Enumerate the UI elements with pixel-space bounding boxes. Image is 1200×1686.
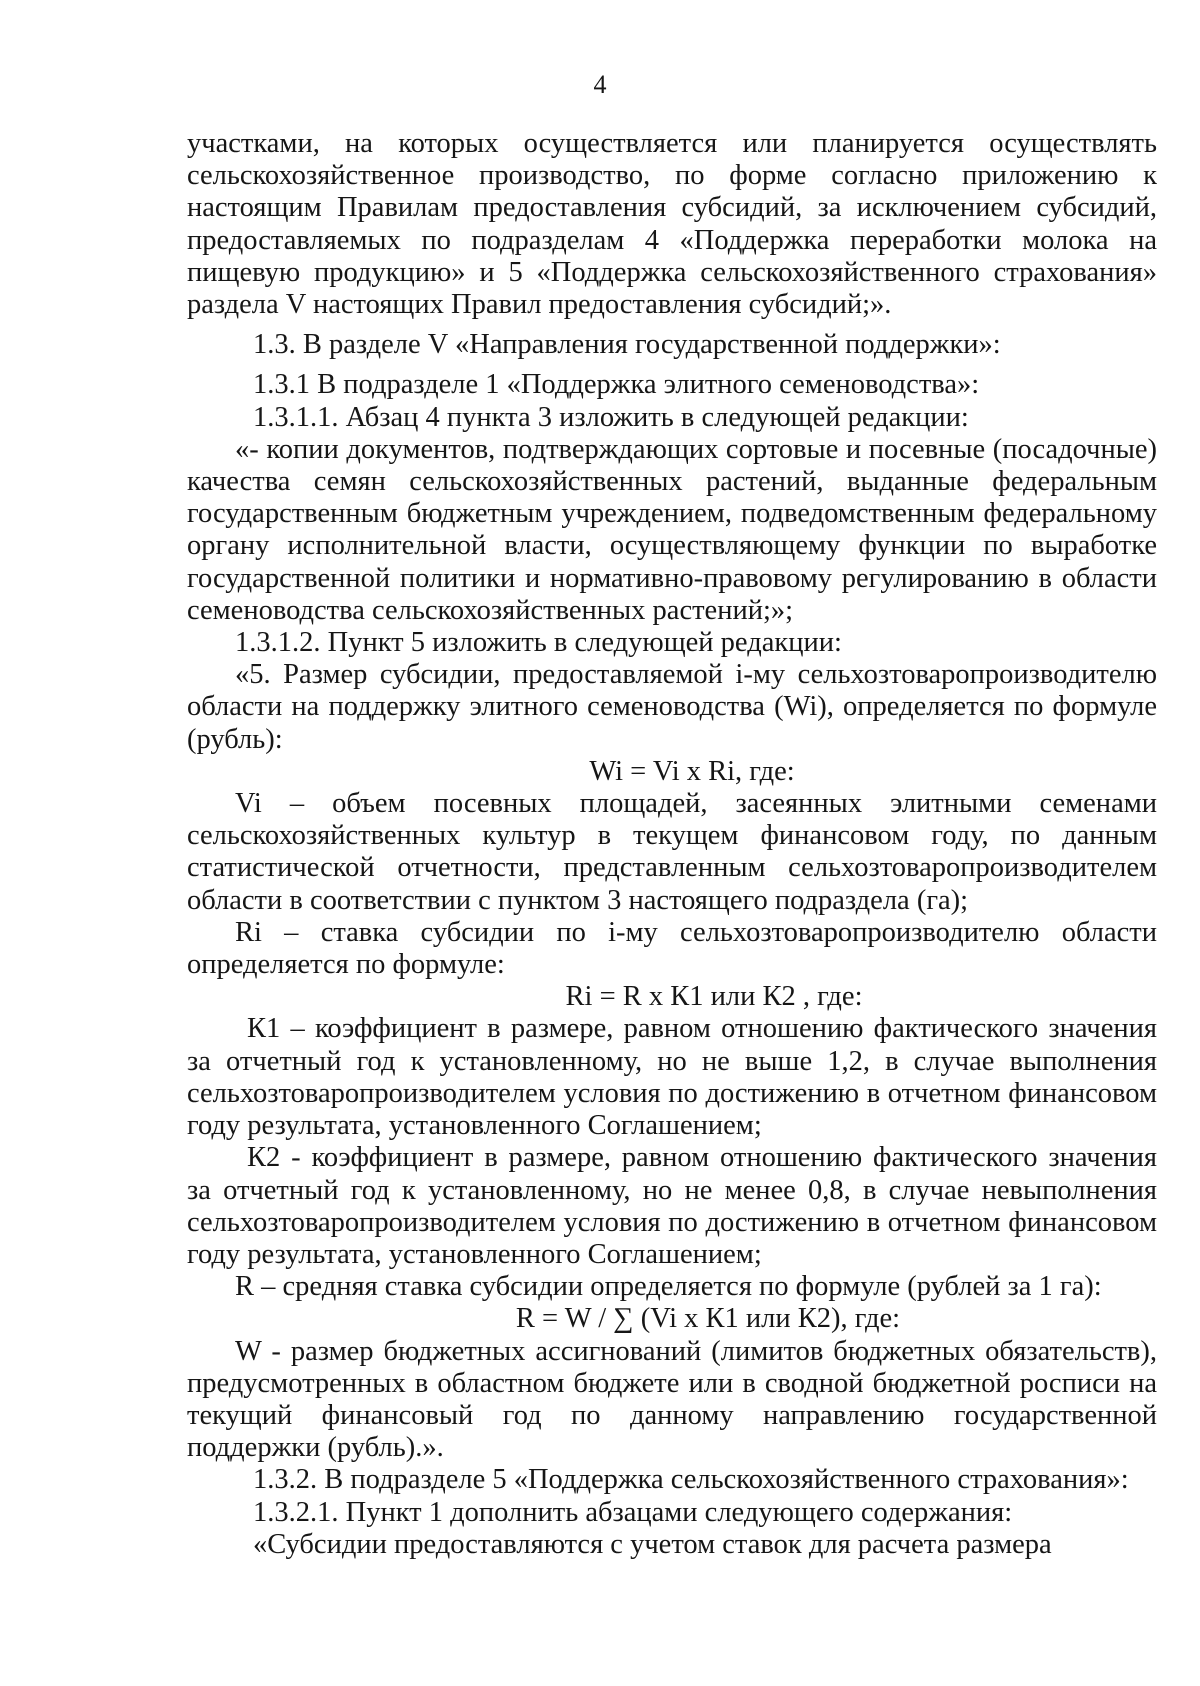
definition-term: К1 – — [247, 1013, 305, 1045]
paragraph: «Субсидии предоставляются с учетом ставок для расчета размера — [253, 1528, 1052, 1560]
paragraph: 1.3. В разделе V «Направления государственной поддержки»: — [253, 329, 1001, 361]
paragraph: 1.3.1.1. Абзац 4 пункта 3 изложить в следующей редакции: — [253, 401, 969, 433]
paragraph: 1.3.1.2. Пункт 5 изложить в следующей редакции: — [235, 627, 842, 659]
definition-text: ставка субсидии по i-му сельхозтоваропроизводителю области определяется по формуле: — [187, 916, 1157, 981]
formula-ri: Ri = R x К1 или К2 , где: — [565, 981, 863, 1013]
definition-term: Ri – — [235, 916, 299, 948]
paragraph: 1.3.1 В подразделе 1 «Поддержка элитного семеноводства»: — [253, 369, 980, 401]
paragraph: 1.3.2.1. Пункт 1 дополнить абзацами следующего содержания: — [253, 1496, 1013, 1528]
definition-w — [187, 1336, 1157, 1465]
paragraph: «5. Размер субсидии, предоставляемой i-му сельхозтоваропроизводителю области на поддержку элитного семеноводства (Wi), определяется по формуле (рубль): — [187, 659, 1157, 755]
definition-r — [187, 1271, 1157, 1303]
paragraph: «- копии документов, подтверждающих сортовые и посевные (посадочные) качества семян сельскохозяйственных растений, выданные федеральным государственным бюджетным учреждением, подведомственным федеральному органу исполнительной власти, осуществляющему функции по выработке государственной политики и нормативно-правовому регулированию в области семеноводства сельскохозяйственных растений;»; — [187, 433, 1157, 626]
definition-text: коэффициент в размере, равном отношению фактического значения за отчетный год к установленному, но не выше 1,2, в случае выполнения сельхозтоваропроизводителем условия по достижению в отчетном финансовом году результата, установленного Соглашением; — [187, 1013, 1157, 1142]
definition-term: Vi – — [235, 788, 305, 820]
definition-text: размер бюджетных ассигнований (лимитов бюджетных обязательств), предусмотренных в областном бюджете или в сводной бюджетной росписи на текущий финансовый год по данному направлению государственной поддержки (рубль).». — [187, 1335, 1157, 1464]
formula-r: R = W / ∑ (Vi x К1 или К2), где: — [515, 1303, 901, 1335]
paragraph: участками, на которых осуществляется или планируется осуществлять сельскохозяйственное производство, по форме согласно приложению к настоящим Правилам предоставления субсидий, за исключением субсидий, предоставляемых по подразделам 4 «Поддержка переработки молока на пищевую продукцию» и 5 «Поддержка сельскохозяйственного страхования» раздела V настоящих Правил предоставления субсидий;». — [187, 128, 1157, 321]
definition-k2 — [187, 1142, 1157, 1271]
definition-term: R – — [235, 1271, 276, 1303]
formula-wi: Wi = Vi x Ri, где: — [589, 755, 795, 787]
paragraph: 1.3.2. В подразделе 5 «Поддержка сельскохозяйственного страхования»: — [253, 1464, 1129, 1496]
definition-k1 — [187, 1013, 1157, 1142]
definition-vi — [187, 788, 1157, 917]
definition-ri — [187, 917, 1157, 981]
definition-text: объем посевных площадей, засеянных элитными семенами сельскохозяйственных культур в текущем финансовом году, по данным статистической отчетности, представленным сельхозтоваропроизводителем области в соответствии с пунктом 3 настоящего подраздела (га); — [187, 788, 1157, 916]
definition-text: средняя ставка субсидии определяется по формуле (рублей за 1 га): — [282, 1271, 1102, 1303]
definition-term: К2 - — [247, 1142, 301, 1174]
definition-term: W - — [235, 1335, 281, 1367]
page-number: 4 — [593, 70, 607, 99]
definition-text: коэффициент в размере, равном отношению фактического значения за отчетный год к установленному, но не менее 0,8, в случае невыполнения сельхозтоваропроизводителем условия по достижению в отчетном финансовом году результата, установленного Соглашением; — [187, 1142, 1158, 1270]
document-body — [187, 128, 1157, 1561]
